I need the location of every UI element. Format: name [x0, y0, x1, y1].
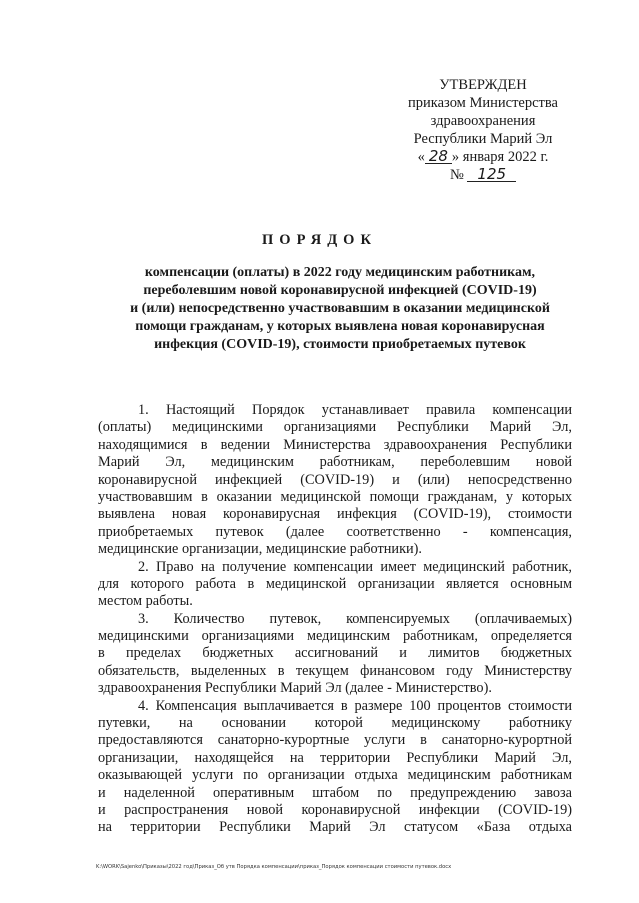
- document-title: ПОРЯДОК: [262, 232, 377, 248]
- body-line: 1. Настоящий Порядок устанавливает правила компенсации: [138, 402, 572, 418]
- body-line: 2. Право на получение компенсации имеет медицинский работник,: [138, 558, 572, 575]
- body-line: обязательств, выделенных в текущем финансовом году Министерству: [98, 662, 572, 679]
- body-line: для которого работа в медицинской организации является основным: [98, 575, 572, 592]
- body-line: организации, находящейся на территории Республики Марий Эл,: [98, 749, 572, 766]
- body-line: коронавирусной инфекцией (COVID-19) и (или) непосредственно: [98, 471, 572, 488]
- document-subtitle: [100, 264, 580, 354]
- subtitle-line: инфекция (COVID-19), стоимости приобретаемых путевок: [154, 337, 526, 352]
- handwritten-number: 125: [467, 167, 516, 182]
- subtitle-line: и (или) непосредственно участвовавшим в оказании медицинской: [130, 301, 550, 316]
- body-line: Марий Эл, медицинским работникам, переболевшим новой: [98, 454, 572, 471]
- body-line: участвовавшим в оказании медицинской помощи гражданам, у которых: [98, 488, 572, 505]
- body-line: и наделенной оперативным штабом по предупреждению завоза: [98, 784, 572, 801]
- approval-block: [398, 76, 568, 184]
- body-line: оказывающей услуги по организации отдыха медицинским работникам: [98, 767, 572, 784]
- body-line: и распространения новой коронавирусной инфекции (COVID-19): [98, 801, 572, 818]
- body-line: находящимися в ведении Министерства здравоохранения Республики: [98, 436, 572, 453]
- document-body: [98, 402, 572, 837]
- subtitle-line: компенсации (оплаты) в 2022 году медицинским работникам,: [144, 265, 536, 280]
- handwritten-day: 28: [425, 149, 452, 164]
- body-line: медицинскими организациями медицинским работникам, определяется: [98, 628, 572, 645]
- body-line: местом работы.: [98, 593, 193, 610]
- subtitle-line: помощи гражданам, у которых выявлена новая коронавирусная: [135, 319, 545, 334]
- body-line: 4. Компенсация выплачивается в размере 100 процентов стоимости: [138, 697, 572, 714]
- approval-heading: УТВЕРЖДЕН: [439, 77, 527, 93]
- body-line: в пределах бюджетных ассигнований и лимитов бюджетных: [98, 645, 572, 662]
- body-line: предоставляются санаторно-курортные услуги в санаторно-курортной: [98, 732, 572, 749]
- body-line: путевки, на основании которой медицинскому работнику: [98, 715, 572, 732]
- body-line: (оплаты) медицинскими организациями Республики Марий Эл,: [98, 419, 572, 436]
- approval-republic-line: Республики Марий Эл: [413, 131, 553, 147]
- number-label: №: [449, 167, 464, 183]
- subtitle-line: переболевшим новой коронавирусной инфекцией (COVID-19): [143, 283, 537, 298]
- body-line: здравоохранения Республики Марий Эл (далее - Министерство).: [98, 680, 492, 697]
- date-rest: » января 2022 г.: [451, 149, 549, 165]
- file-path-footer: K:\WORK\Sajenko\Приказы\2022 год\Приказ_Об утв Порядка компенсации\приказ_Порядок компенсации стоимости путевок.docx: [96, 864, 452, 870]
- body-line: приобретаемых путевок (далее соответственно - компенсация,: [98, 523, 572, 540]
- approval-date-line: [398, 148, 568, 166]
- body-line: медицинские организации, медицинские работники).: [98, 541, 423, 558]
- approval-number-line: [398, 166, 568, 184]
- body-line: на территории Республики Марий Эл статусом «База отдыха: [98, 819, 572, 836]
- body-line: 3. Количество путевок, компенсируемых (оплачиваемых): [138, 610, 572, 627]
- approval-order-line: приказом Министерства: [408, 95, 558, 111]
- approval-ministry-line: здравоохранения: [430, 113, 536, 129]
- body-line: выявлена новая коронавирусная инфекция (COVID-19), стоимости: [98, 506, 572, 523]
- date-open-quote: «: [417, 149, 425, 165]
